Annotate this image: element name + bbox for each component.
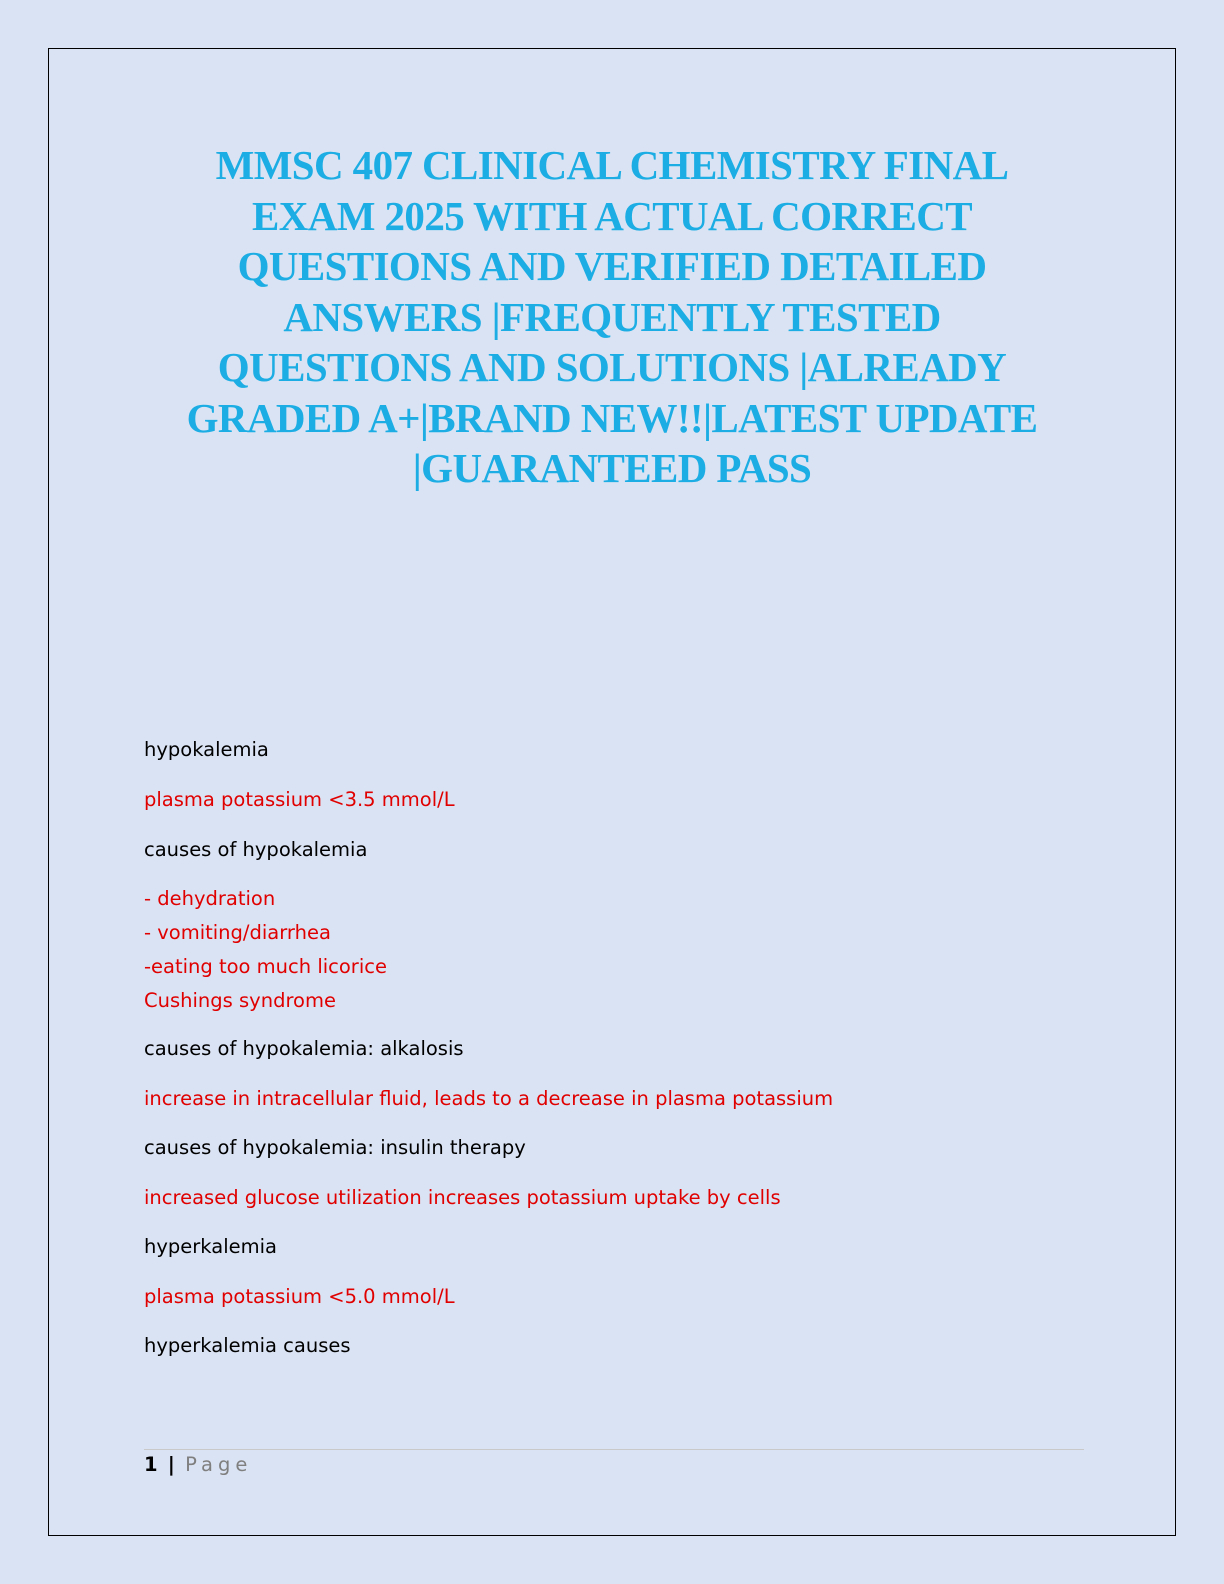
answer-text: -eating too much licorice — [144, 955, 387, 978]
title-line: MMSC 407 CLINICAL CHEMISTRY FINAL — [215, 142, 1009, 188]
title-line: GRADED A+|BRAND NEW!!|LATEST UPDATE — [186, 394, 1038, 441]
footer-divider — [144, 1449, 1084, 1450]
page-number: 1 — [144, 1453, 158, 1476]
answer-list — [144, 882, 387, 1018]
question-text: hyperkalemia causes — [144, 1334, 351, 1357]
title-line: EXAM 2025 WITH ACTUAL CORRECT — [252, 192, 972, 239]
answer-text: - vomiting/diarrhea — [144, 921, 331, 944]
title-line: QUESTIONS AND VERIFIED DETAILED — [237, 243, 987, 289]
title-line: |GUARANTEED PASS — [412, 445, 812, 491]
answer-text: plasma potassium <3.5 mmol/L — [144, 788, 455, 811]
page-footer — [144, 1452, 252, 1478]
document-title — [150, 140, 1074, 494]
answer-text: increase in intracellular fluid, leads to a decrease in plasma potassium — [144, 1087, 834, 1110]
question-text: causes of hypokalemia: insulin therapy — [144, 1136, 526, 1159]
answer-text: Cushings syndrome — [144, 989, 336, 1012]
answer-text: - dehydration — [144, 887, 276, 910]
page-separator: | — [167, 1453, 175, 1476]
question-text: causes of hypokalemia — [144, 838, 368, 861]
title-line: ANSWERS |FREQUENTLY TESTED — [283, 293, 941, 340]
answer-text: increased glucose utilization increases potassium uptake by cells — [144, 1186, 781, 1209]
question-text: causes of hypokalemia: alkalosis — [144, 1037, 464, 1060]
page-label: Page — [185, 1453, 253, 1476]
question-text: hypokalemia — [144, 738, 269, 761]
question-text: hyperkalemia — [144, 1235, 277, 1258]
title-line: QUESTIONS AND SOLUTIONS |ALREADY — [217, 344, 1007, 390]
answer-text: plasma potassium <5.0 mmol/L — [144, 1285, 455, 1308]
